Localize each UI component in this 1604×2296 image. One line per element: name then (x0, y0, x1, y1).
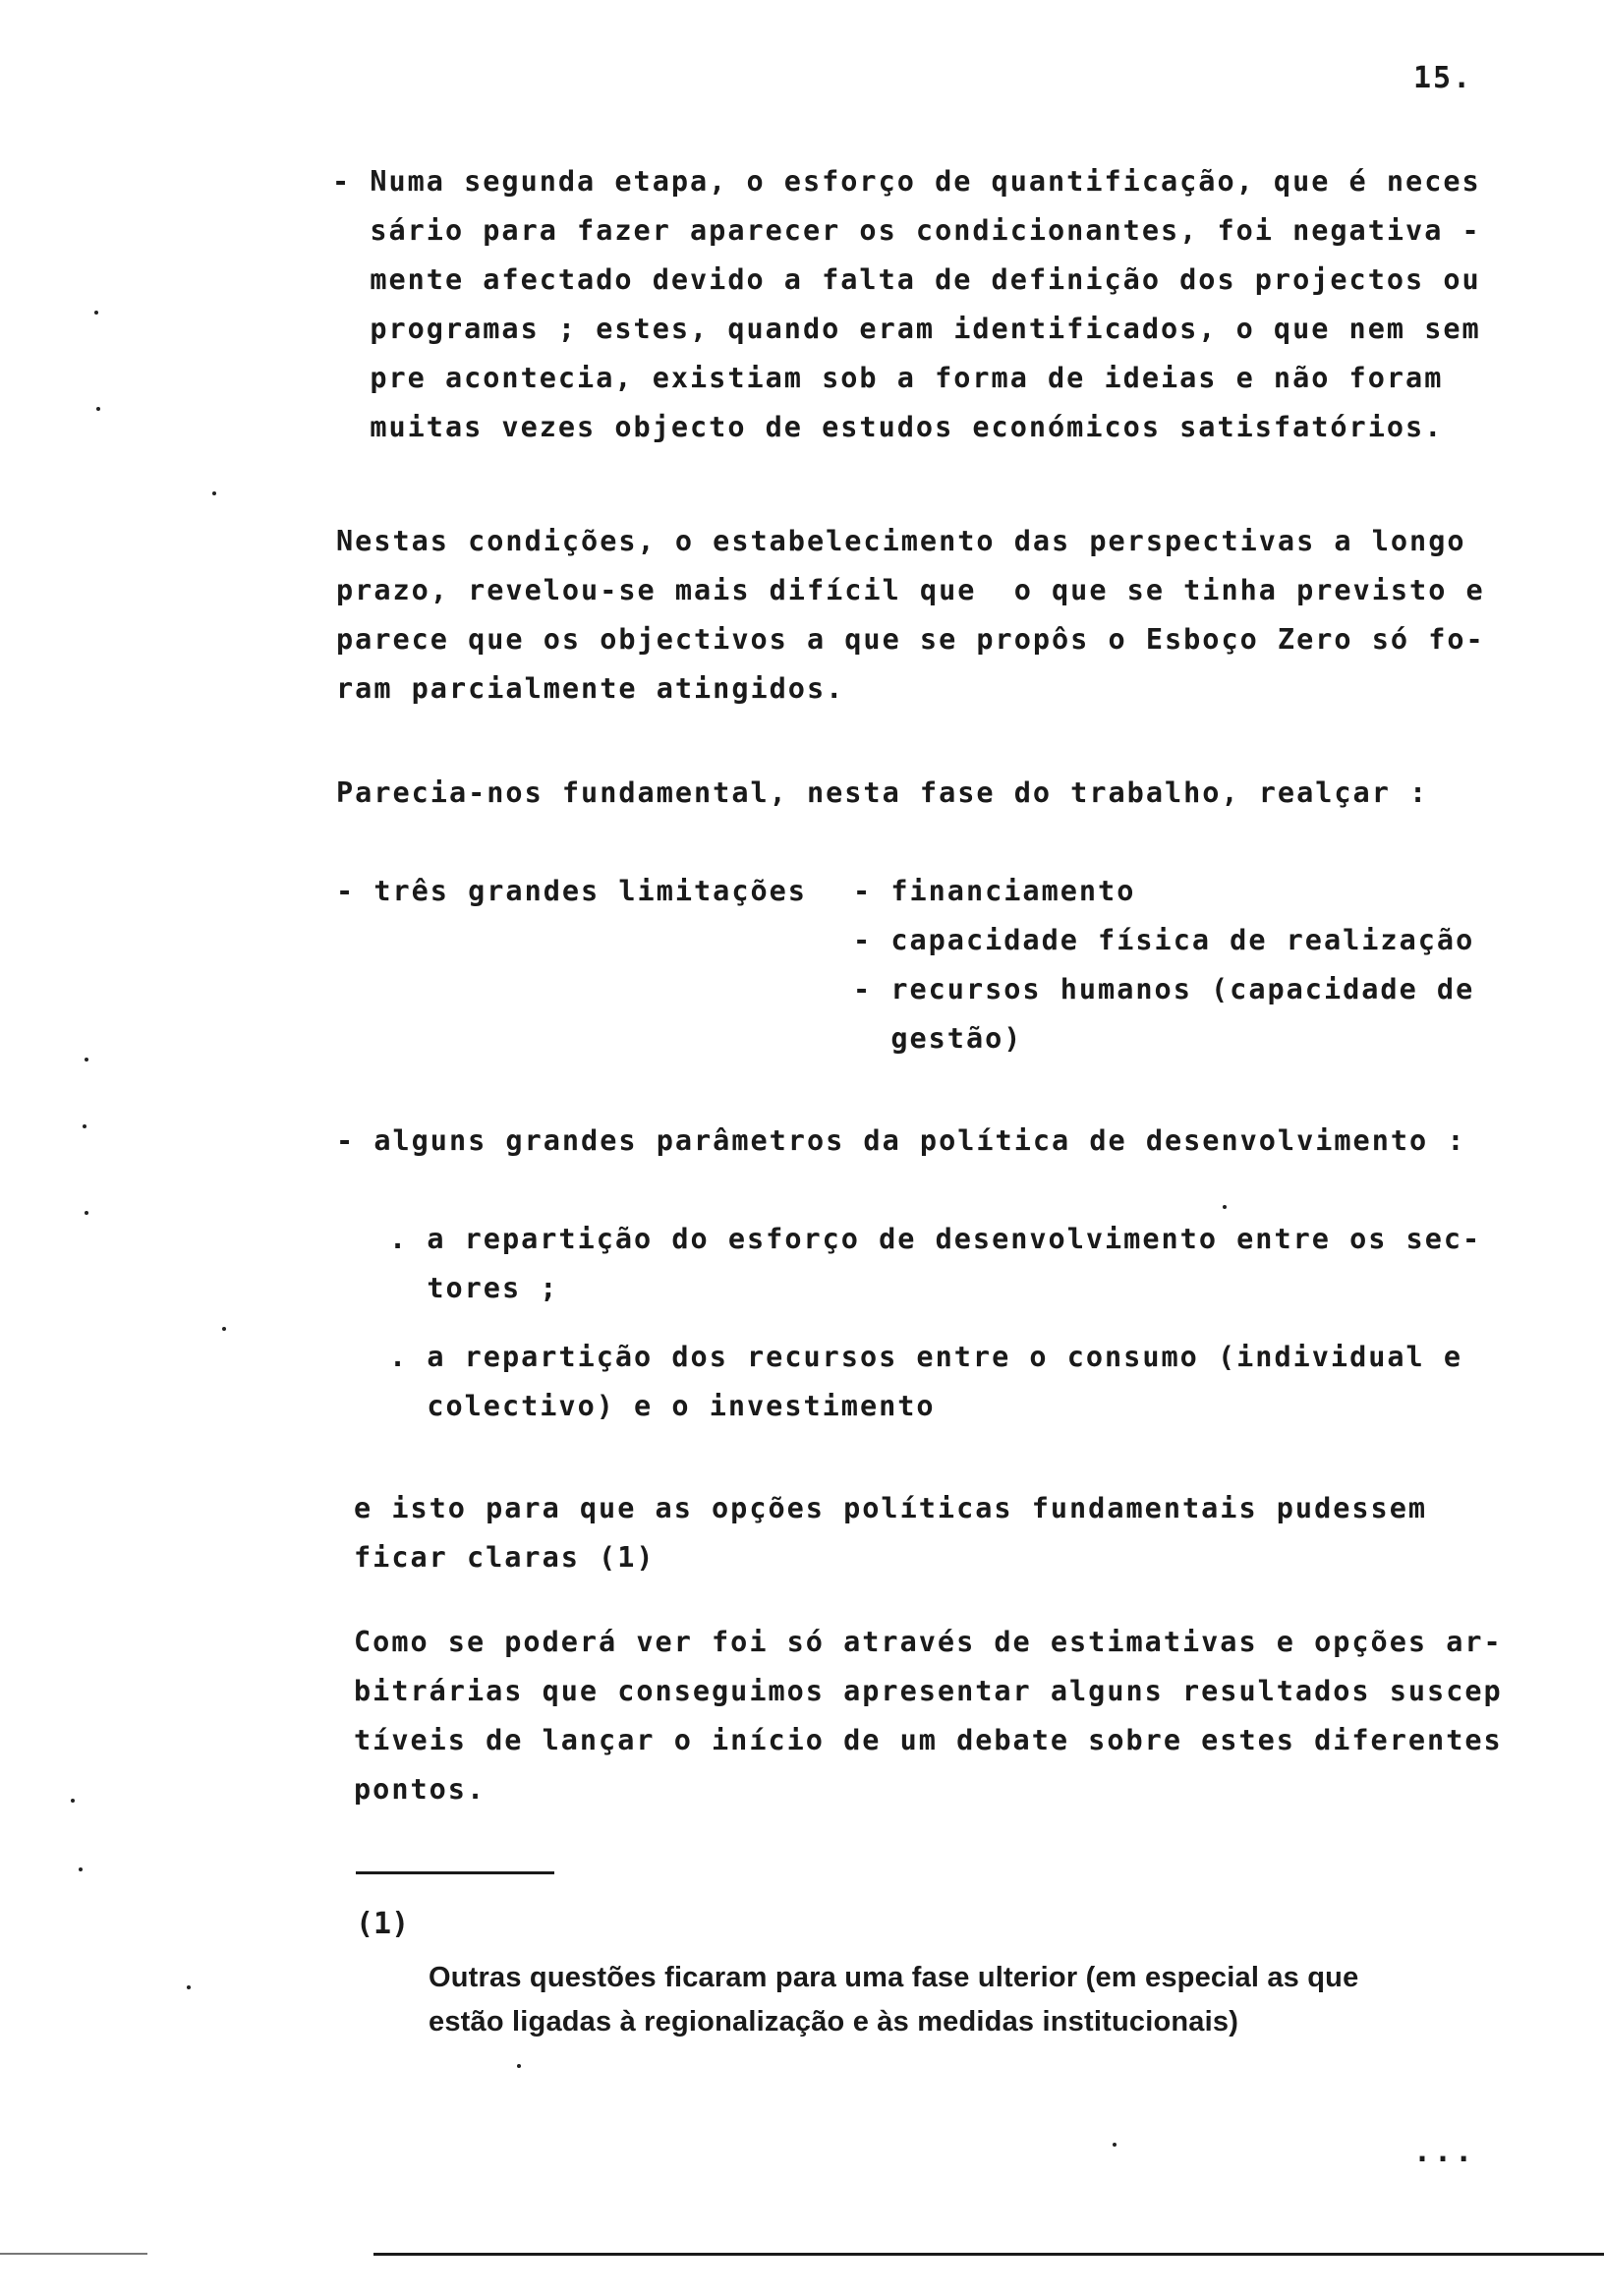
scan-speck (79, 1867, 83, 1871)
text-line: Como se poderá ver foi só através de estimativas e opções ar- (354, 1626, 1503, 1658)
bottom-rule (373, 2253, 1604, 2256)
paragraph-fundamental: Parecia-nos fundamental, nesta fase do trabalho, realçar : (336, 776, 1429, 809)
text-line: ram parcialmente atingidos. (336, 672, 845, 705)
paragraph-political-options (354, 1484, 1427, 1582)
bullet-quantification (332, 157, 1481, 452)
scan-speck (212, 491, 216, 495)
list-item: . a repartição dos recursos entre o consumo (individual e (389, 1341, 1463, 1373)
text-line: programas ; estes, quando eram identificados, o que nem sem (332, 313, 1481, 345)
scan-speck (94, 311, 98, 315)
text-line: ficar claras (1) (354, 1541, 656, 1574)
text-line: e isto para que as opções políticas fundamentais pudessem (354, 1492, 1428, 1524)
list-item: . a repartição do esforço de desenvolvimento entre os sec- (389, 1223, 1482, 1255)
text-line: muitas vezes objecto de estudos económicos satisfatórios. (332, 411, 1444, 443)
footnote-text (429, 1956, 1358, 2044)
page-number: 15. (1413, 61, 1473, 95)
bottom-edge-mark (0, 2253, 147, 2255)
scan-speck (222, 1327, 226, 1331)
text-line: mente afectado devido a falta de definição dos projectos ou (332, 263, 1481, 296)
scan-speck (85, 1058, 88, 1062)
text-line: bitrárias que conseguimos apresentar alguns resultados suscep (354, 1675, 1503, 1707)
scan-speck (517, 2064, 521, 2068)
parameters-label: - alguns grandes parâmetros da política de desenvolvimento : (336, 1124, 1466, 1157)
scan-speck (1223, 1205, 1227, 1209)
list-item: - capacidade física de realização (853, 924, 1475, 956)
list-item: tores ; (389, 1272, 559, 1304)
text-line: pre acontecia, existiam sob a forma de ideias e não foram (332, 362, 1444, 394)
footnote-divider (356, 1871, 554, 1874)
continuation-ellipsis: ... (1413, 2135, 1476, 2169)
parameters-list (389, 1215, 1481, 1431)
text-line: parece que os objectivos a que se propôs o Esboço Zero só fo- (336, 623, 1485, 656)
paragraph-estimates (354, 1618, 1503, 1814)
limitations-label: - três grandes limitações (336, 875, 807, 907)
scan-speck (71, 1799, 75, 1803)
footnote-mark: (1) (356, 1907, 410, 1941)
paragraph-conditions (336, 517, 1485, 714)
scan-speck (85, 1211, 88, 1215)
scan-speck (83, 1124, 86, 1128)
list-item: colectivo) e o investimento (389, 1390, 936, 1422)
scan-speck (96, 407, 100, 411)
list-item: - financiamento (853, 875, 1136, 907)
list-item: - recursos humanos (capacidade de (853, 973, 1475, 1005)
text-line: Outras questões ficaram para uma fase ulterior (em especial as que (429, 1962, 1359, 1993)
text-line: estão ligadas à regionalização e às medidas institucionais) (429, 2006, 1239, 2038)
scan-speck (187, 1985, 191, 1989)
text-line: tíveis de lançar o início de um debate sobre estes diferentes (354, 1724, 1503, 1756)
text-line: Nestas condições, o estabelecimento das perspectivas a longo (336, 525, 1466, 557)
text-line: prazo, revelou-se mais difícil que o que se tinha previsto e (336, 574, 1485, 606)
text-line: sário para fazer aparecer os condicionantes, foi negativa - (332, 214, 1481, 247)
limitations-list (853, 867, 1474, 1063)
text-line: - Numa segunda etapa, o esforço de quantificação, que é neces (332, 165, 1481, 198)
scan-speck (1113, 2143, 1117, 2147)
text-line: pontos. (354, 1773, 487, 1806)
list-item: gestão) (853, 1022, 1023, 1055)
